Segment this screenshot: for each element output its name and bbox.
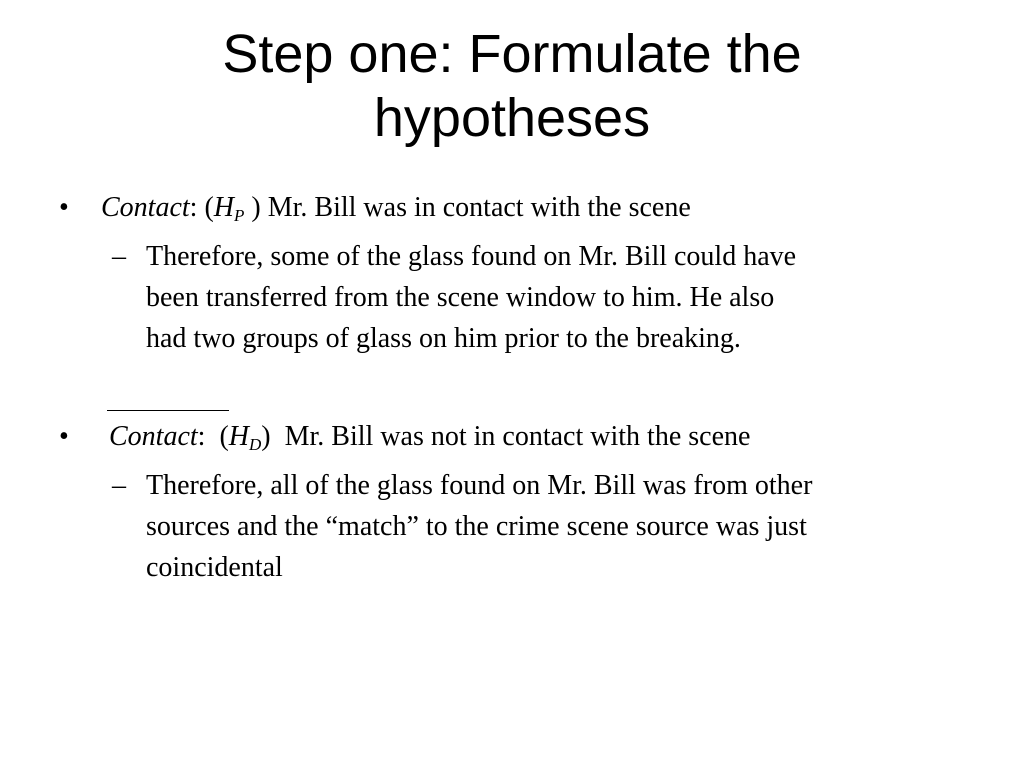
open-paren: ( [204,192,214,223]
bullet-glyph: • [59,421,69,452]
sub-bullet-dash: – [112,241,126,272]
contact-term: Contact [109,421,198,452]
bullet-text: Mr. Bill was in contact with the scene [267,192,691,223]
bullet-content [101,187,691,228]
slide-title-line-1: Step one: Formulate the [222,24,802,84]
contact-term: Contact [101,192,190,223]
sub-bullet-text [146,236,796,359]
hypothesis-subscript: P [234,206,245,225]
slide-title-line-2: hypotheses [373,88,651,148]
sub-bullet-line: Therefore, some of the glass found on Mr. Bill could have [146,241,797,272]
open-paren: ( [219,421,229,452]
hypothesis-symbol: H [228,421,250,452]
bullet-glyph: • [59,192,69,223]
bullet-content [109,416,750,457]
sub-bullet-dash: – [112,470,126,501]
hypothesis-symbol: H [213,192,235,223]
sub-bullet-text [146,465,812,588]
colon: : [197,421,206,452]
hypothesis-subscript: D [249,435,262,454]
close-paren: ) [261,421,271,452]
blank-underline [107,410,229,411]
close-paren: ) [251,192,261,223]
bullet-text: Mr. Bill was not in contact with the scene [284,421,751,452]
colon: : [189,192,198,223]
sub-bullet-line: sources and the “match” to the crime scene source was just [146,511,807,542]
sub-bullet-line: coincidental [146,552,283,583]
sub-bullet-line: had two groups of glass on him prior to the breaking. [146,323,741,354]
slide-title [60,22,964,150]
sub-bullet-line: been transferred from the scene window to him. He also [146,282,775,313]
sub-bullet-line: Therefore, all of the glass found on Mr. Bill was from other [146,470,813,501]
